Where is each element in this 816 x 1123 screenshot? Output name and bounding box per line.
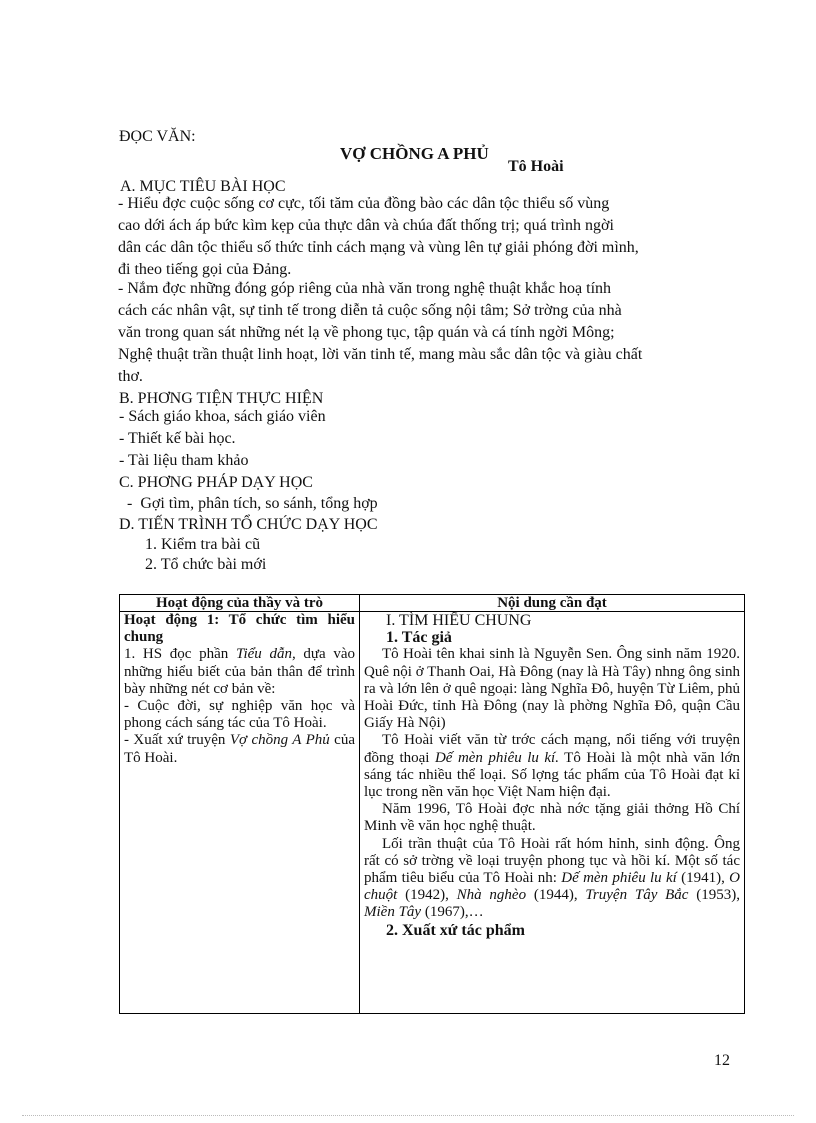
section-c-item: - Gợi tìm, phân tích, so sánh, tổng hợp: [119, 495, 378, 512]
section-a-heading: A. MỤC TIÊU BÀI HỌC: [120, 178, 286, 195]
work-title: Miền Tây: [364, 904, 422, 921]
activity-step-3: [124, 732, 355, 766]
section-a-paragraph-2: [118, 278, 732, 388]
work-title: Dế mèn phiêu lu kí.: [434, 749, 559, 766]
text: Lối trần thuật của Tô Hoài rất hóm hỉnh, sinh động. Ông rất có sở trờng về loại truyện phong tục và hồi kí. Một số tác phẩm tiêu biểu của Tô Hoài nh:: [364, 835, 740, 887]
section-d-step: 1. Kiểm tra bài cũ: [145, 536, 261, 553]
work-title: Dế mèn phiêu lu kí: [561, 870, 677, 887]
activity-title: Hoạt động 1: Tổ chức tìm hiểu chung: [124, 612, 355, 646]
work-title: Nhà nghèo: [456, 887, 527, 904]
text: (1953),: [688, 887, 740, 904]
content-subheading: 1. Tác giả: [386, 629, 452, 647]
section-c-heading: C. PHƠNG PHÁP DẠY HỌC: [119, 474, 313, 491]
table-row: [120, 612, 745, 1014]
work-title: Truyện Tây Bắc: [585, 887, 689, 904]
para-line: dân các dân tộc thiểu số thức tỉnh cách mạng và vùng lên tự giải phóng đời mình,: [118, 239, 639, 256]
author-name: Tô Hoài: [508, 158, 564, 175]
activity-step-1: [124, 646, 355, 698]
section-b-item: - Tài liệu tham khảo: [119, 452, 249, 469]
text: của Tô Hoài.: [124, 732, 355, 766]
section-a-paragraph-1: [118, 193, 732, 281]
text: - Xuất xứ truyện: [124, 732, 230, 749]
content-subheading: 2. Xuất xứ tác phẩm: [386, 921, 525, 939]
content-heading: I. TÌM HIỂU CHUNG: [386, 612, 532, 629]
content-paragraph: Tô Hoài tên khai sinh là Nguyễn Sen. Ông sinh năm 1920. Quê nội ở Thanh Oai, Hà Đông (nay là Hà Tây) nhng ông sinh ra và lớn lên ở quê ngoại: làng Nghĩa Đô, huyện Từ Liêm, phủ Hoài Đức, tỉnh Hà Đông (nay là phờng Nghĩa Đô, quận Cầu Giấy Hà Nội): [364, 646, 740, 732]
para-line: đi theo tiếng gọi của Đảng.: [118, 261, 292, 278]
table-header-row: [120, 595, 745, 612]
content-paragraph: Năm 1996, Tô Hoài đợc nhà nớc tặng giải thởng Hồ Chí Minh về văn học nghệ thuật.: [364, 801, 740, 835]
text: dựa vào những hiểu biết của bản thân để trình bày những nét cơ bản về:: [124, 646, 355, 697]
content-cell: [360, 612, 745, 1014]
para-line: văn trong quan sát những nét lạ về phong tục, tập quán và cá tính ngời Mông;: [118, 324, 615, 341]
text: 1. HS đọc phần: [124, 646, 236, 663]
activity-step-2: - Cuộc đời, sự nghiệp văn học và phong cách sáng tác của Tô Hoài.: [124, 698, 355, 732]
text: (1942),: [397, 887, 457, 904]
column-header-content: Nội dung cần đạt: [360, 595, 745, 612]
footer-divider: [22, 1115, 794, 1116]
section-b-item: - Thiết kế bài học.: [119, 430, 236, 447]
activities-cell: [120, 612, 360, 1014]
document-title: VỢ CHỒNG A PHỦ: [340, 144, 489, 163]
para-line: cao dới ách áp bức kìm kẹp của thực dân và chúa đất thống trị; quá trình ngời: [118, 217, 614, 234]
section-d-heading: D. TIẾN TRÌNH TỔ CHỨC DẠY HỌC: [119, 516, 378, 533]
text: (1967),…: [421, 904, 484, 921]
lesson-plan-table: [119, 594, 745, 1014]
section-b-heading: B. PHƠNG TIỆN THỰC HIỆN: [119, 390, 324, 407]
text: (1941),: [676, 870, 730, 887]
para-line: Nghệ thuật trần thuật linh hoạt, lời văn tinh tế, mang màu sắc dân tộc và giàu chất: [118, 346, 643, 363]
content-paragraph: [364, 836, 740, 922]
section-label: ĐỌC VĂN:: [119, 128, 196, 145]
para-line: - Nắm đợc những đóng góp riêng của nhà văn trong nghệ thuật khắc hoạ tính: [118, 280, 612, 297]
text: Tô Hoài là một nhà văn lớn sáng tác nhiều thể loại. Số lợng tác phẩm của Tô Hoài đạt kỉ lục trong nền văn học Việt Nam hiện đại.: [364, 749, 740, 801]
section-d-step: 2. Tổ chức bài mới: [145, 556, 267, 573]
para-line: thơ.: [118, 368, 143, 385]
text: Tô Hoài viết văn từ trớc cách mạng, nổi tiếng với truyện đồng thoại: [364, 732, 740, 766]
work-title: O chuột: [364, 870, 740, 904]
text: (1944),: [526, 887, 586, 904]
para-line: cách các nhân vật, sự tinh tế trong diễn tả cuộc sống nội tâm; Sở trờng của nhà: [118, 302, 622, 319]
text: Vợ chồng A Phủ: [229, 732, 330, 749]
text: Tiểu dẫn,: [235, 646, 296, 663]
content-paragraph: [364, 732, 740, 801]
column-header-activities: Hoạt động của thầy và trò: [120, 595, 360, 612]
section-b-item: - Sách giáo khoa, sách giáo viên: [119, 408, 326, 425]
para-line: - Hiểu đợc cuộc sống cơ cực, tối tăm của đồng bào các dân tộc thiểu số vùng: [118, 195, 610, 212]
page-number: 12: [714, 1052, 730, 1069]
